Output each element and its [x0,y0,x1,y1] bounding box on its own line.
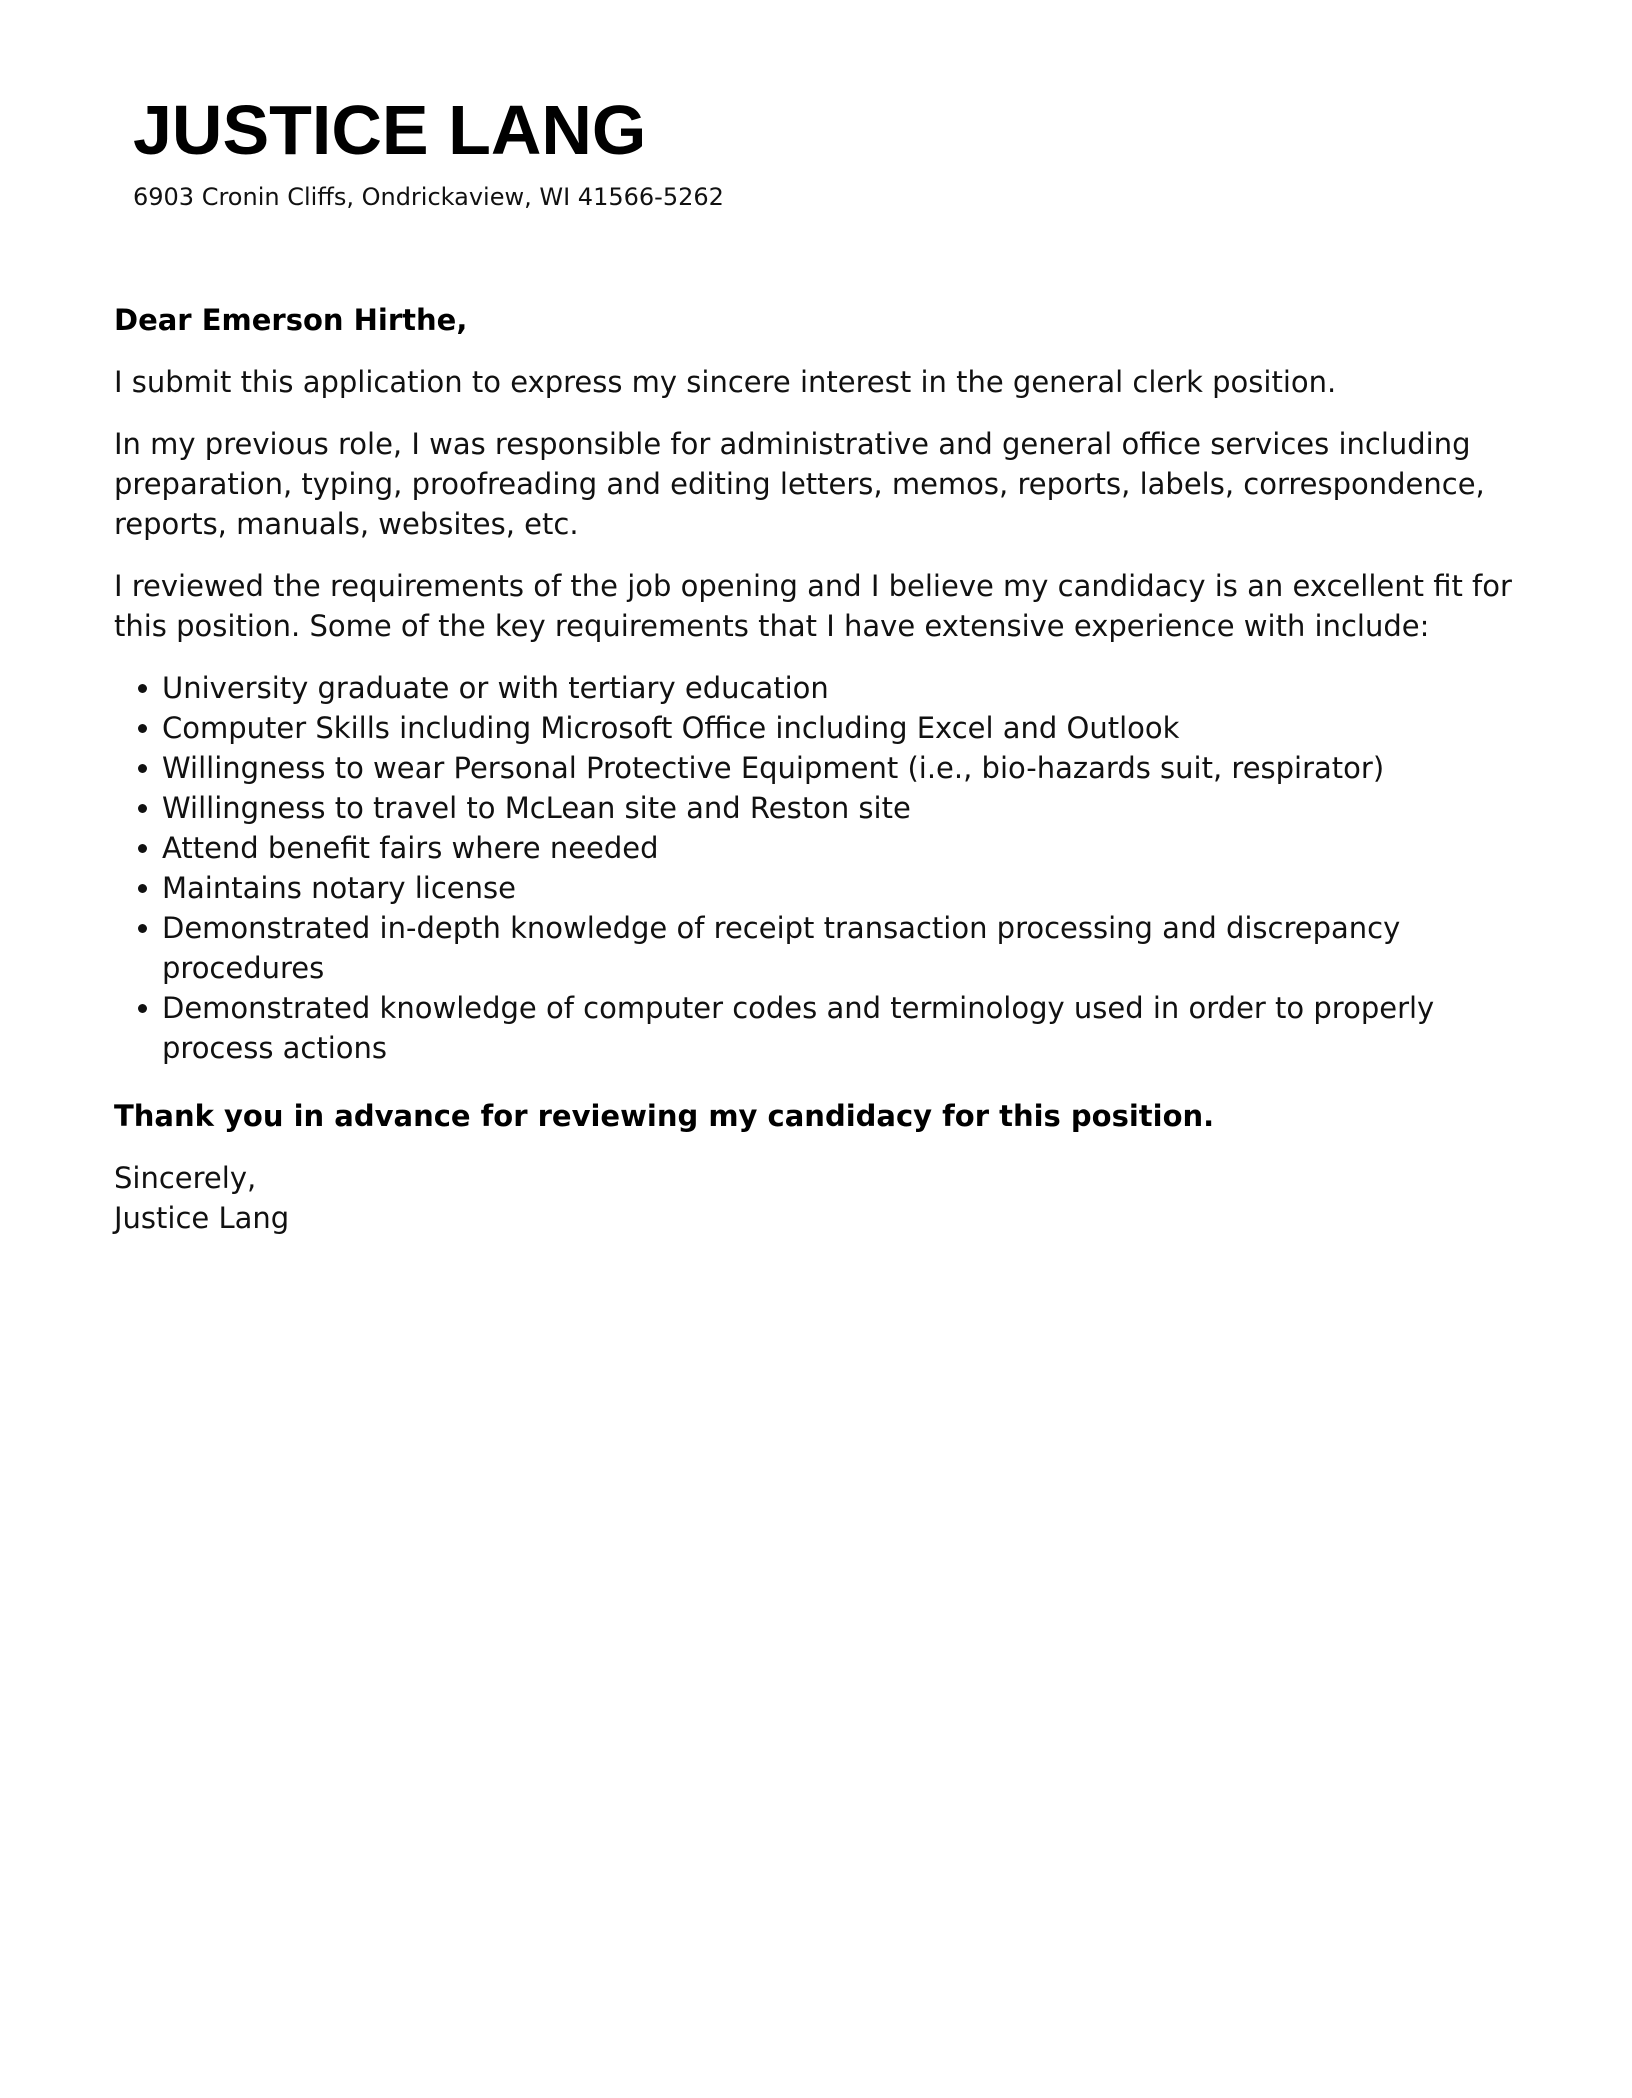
list-item-text: Demonstrated in-depth knowledge of receipt transaction processing and discrepancy procedures [162,911,1401,985]
signature-name: Justice Lang [114,1201,290,1235]
paragraph-intro: I submit this application to express my sincere interest in the general clerk position. [114,365,1337,399]
bullet-icon [138,1004,147,1013]
list-item [162,908,1534,988]
applicant-address: 6903 Cronin Cliffs, Ondrickaview, WI 41566-5262 [133,183,724,211]
bullet-icon [138,764,147,773]
list-item-text: Attend benefit fairs where needed [162,831,659,865]
bullet-icon [138,884,147,893]
list-item-text: Maintains notary license [162,871,516,905]
list-item-text: Computer Skills including Microsoft Office including Excel and Outlook [162,711,1180,745]
bullet-icon [138,724,147,733]
list-item [162,708,1534,748]
paragraph-requirements: I reviewed the requirements of the job opening and I believe my candidacy is an excellent fit for this position. Some of the key requirements that I have extensive experience with include: [114,569,1512,643]
list-item-text: Demonstrated knowledge of computer codes and terminology used in order to properly process actions [162,991,1435,1065]
signoff: Sincerely, [114,1161,257,1195]
bullet-icon [138,844,147,853]
closing-statement: Thank you in advance for reviewing my candidacy for this position. [114,1099,1215,1133]
list-item [162,868,1534,908]
list-item [162,788,1534,828]
requirements-list [114,668,1534,1068]
list-item [162,668,1534,708]
bullet-icon [138,684,147,693]
applicant-name: JUSTICE LANG [133,91,647,169]
bullet-icon [138,924,147,933]
list-item [162,748,1534,788]
list-item-text: University graduate or with tertiary education [162,671,829,705]
greeting: Dear Emerson Hirthe, [114,303,468,337]
list-item [162,828,1534,868]
paragraph-experience: In my previous role, I was responsible for administrative and general office services including preparation, typing, proofreading and editing letters, memos, reports, labels, correspondence, reports, manuals, websites, etc. [114,427,1485,541]
bullet-icon [138,804,147,813]
letter-header [133,88,1533,212]
letter-body [114,300,1534,1238]
list-item-text: Willingness to wear Personal Protective Equipment (i.e., bio-hazards suit, respirator) [162,751,1385,785]
list-item-text: Willingness to travel to McLean site and Reston site [162,791,911,825]
list-item [162,988,1534,1068]
